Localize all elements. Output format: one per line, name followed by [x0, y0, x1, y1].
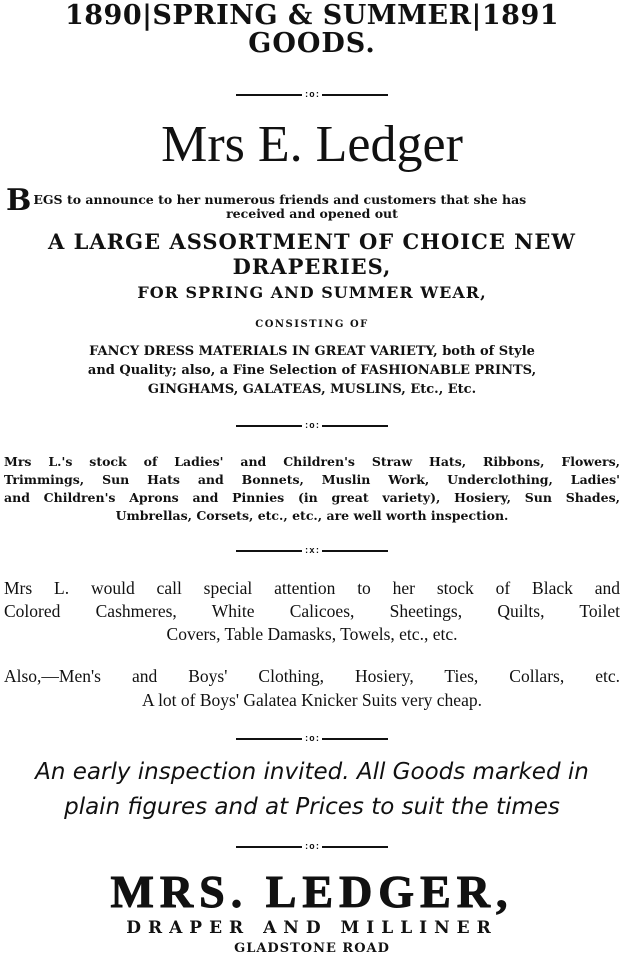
closing-line-2: plain figures and at Prices to suit the times [64, 794, 560, 820]
assortment-heading: A LARGE ASSORTMENT OF CHOICE NEW [48, 229, 576, 254]
ornament-rule [0, 840, 624, 854]
also-line-2: A lot of Boys' Galatea Knicker Suits very cheap. [142, 690, 482, 710]
rule-bar [236, 846, 302, 848]
attention-line-2: Colored Cashmeres, White Calicoes, Sheetings, Quilts, Toilet [4, 601, 620, 621]
goods-header: GOODS. [248, 28, 376, 59]
drop-cap: B [6, 183, 32, 218]
fabrics-line: GINGHAMS, GALATEAS, MUSLINS, Etc., Etc. [147, 382, 477, 397]
rule-mark: :x: [303, 546, 321, 556]
rule-mark: :o: [303, 421, 321, 431]
season-header: 1890|SPRING & SUMMER|1891 [64, 0, 560, 31]
ornament-rule [0, 544, 624, 558]
attention-line-1: Mrs L. would call special attention to her stock of Black and [4, 578, 620, 598]
stock-line-1: Mrs L.'s stock of Ladies' and Children's Straw Hats, Ribbons, Flowers, [4, 454, 620, 469]
closing-line-1: An early inspection invited. All Goods marked in [35, 759, 589, 785]
ornament-rule [0, 88, 624, 102]
fancy-dress-line: FANCY DRESS MATERIALS IN GREAT VARIETY, both of Style [89, 344, 535, 359]
rule-bar [322, 846, 388, 848]
rule-mark: :o: [303, 734, 321, 744]
ornament-rule [0, 732, 624, 746]
rule-bar [236, 94, 302, 96]
stock-line-3: and Children's Aprons and Pinnies (in great variety), Hosiery, Sun Shades, [4, 490, 620, 505]
stock-line-4: Umbrellas, Corsets, etc., etc., are well worth inspection. [115, 508, 509, 523]
rule-mark: :o: [303, 842, 321, 852]
footer-address: GLADSTONE ROAD [234, 941, 390, 956]
intro-line-2: received and opened out [226, 206, 398, 221]
rule-bar [322, 94, 388, 96]
attention-line-3: Covers, Table Damasks, Towels, etc., etc. [166, 624, 458, 644]
intro-text: EGS to announce to her numerous friends and customers that she has [33, 192, 527, 207]
also-line-1: Also,—Men's and Boys' Clothing, Hosiery, Ties, Collars, etc. [4, 666, 620, 686]
rule-bar [236, 738, 302, 740]
footer-trade: DRAPER AND MILLINER [126, 918, 498, 938]
draperies-heading: DRAPERIES, [232, 254, 392, 279]
rule-bar [322, 738, 388, 740]
stock-line-2: Trimmings, Sun Hats and Bonnets, Muslin Work, Underclothing, Ladies' [4, 472, 620, 487]
rule-bar [322, 550, 388, 552]
proprietor-name: Mrs E. Ledger [161, 116, 463, 173]
season-wear-heading: FOR SPRING AND SUMMER WEAR, [137, 283, 487, 302]
consisting-of: CONSISTING OF [255, 319, 369, 330]
rule-bar [236, 425, 302, 427]
footer-name: MRS. LEDGER, [110, 866, 514, 917]
ornament-rule [0, 419, 624, 433]
rule-bar [236, 550, 302, 552]
rule-bar [322, 425, 388, 427]
rule-mark: :o: [303, 90, 321, 100]
prints-line: and Quality; also, a Fine Selection of FASHIONABLE PRINTS, [87, 363, 537, 378]
